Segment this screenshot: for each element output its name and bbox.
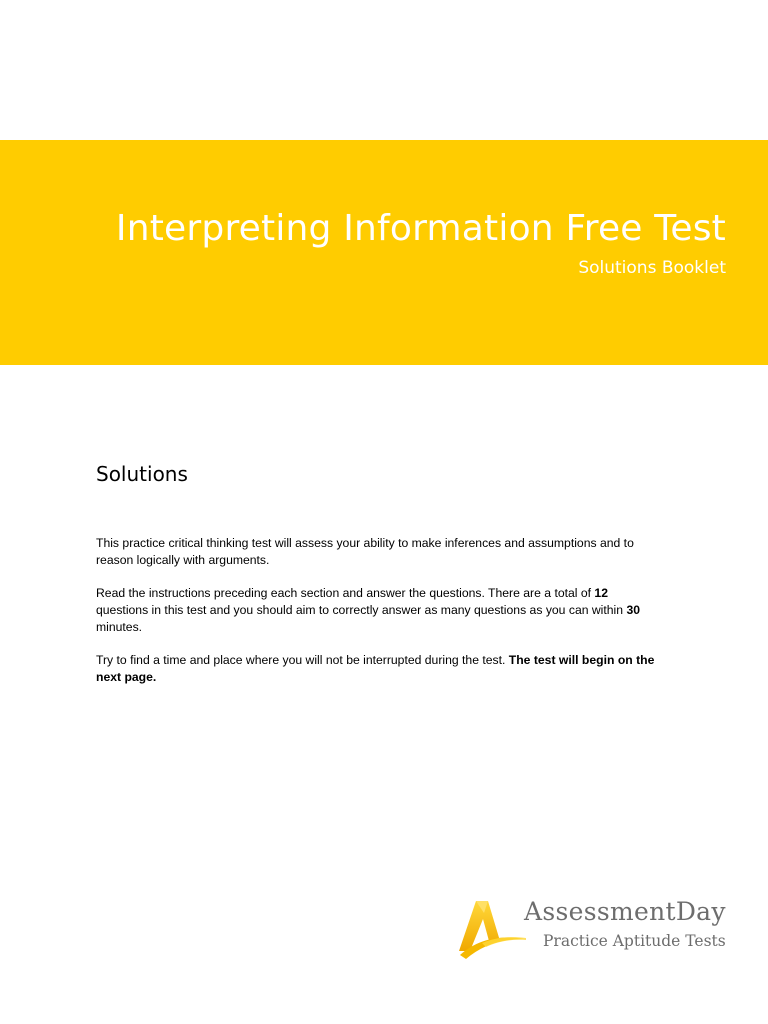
assessmentday-logo (456, 895, 746, 965)
time-limit: 30 (626, 603, 640, 617)
intro-paragraph-2-text-b: questions in this test and you should aim to correctly answer as many questions as you can within (96, 603, 627, 617)
intro-text (96, 535, 656, 702)
document-title: Interpreting Information Free Test (115, 208, 726, 249)
question-count: 12 (594, 586, 608, 600)
logo-tagline: Practice Aptitude Tests (543, 932, 726, 950)
assessmentday-a-logo-icon (456, 895, 526, 961)
intro-paragraph-1 (96, 535, 656, 569)
title-banner (0, 140, 768, 365)
section-heading: Solutions (96, 462, 188, 486)
intro-paragraph-3-text: Try to find a time and place where you will not be interrupted during the test. (96, 653, 509, 667)
intro-paragraph-3-bold: The test will begin on the next page. (96, 653, 655, 684)
intro-paragraph-2-text-a: Read the instructions preceding each section and answer the questions. There are a total of (96, 586, 595, 600)
intro-paragraph-2-text-c: minutes. (96, 620, 143, 634)
logo-name: AssessmentDay (524, 897, 726, 926)
intro-paragraph-3 (96, 652, 656, 686)
document-subtitle: Solutions Booklet (578, 258, 726, 278)
intro-paragraph-1-text: This practice critical thinking test will assess your ability to make inferences and assumptions and to reason logically with arguments. (96, 536, 634, 567)
intro-paragraph-2 (96, 585, 656, 636)
